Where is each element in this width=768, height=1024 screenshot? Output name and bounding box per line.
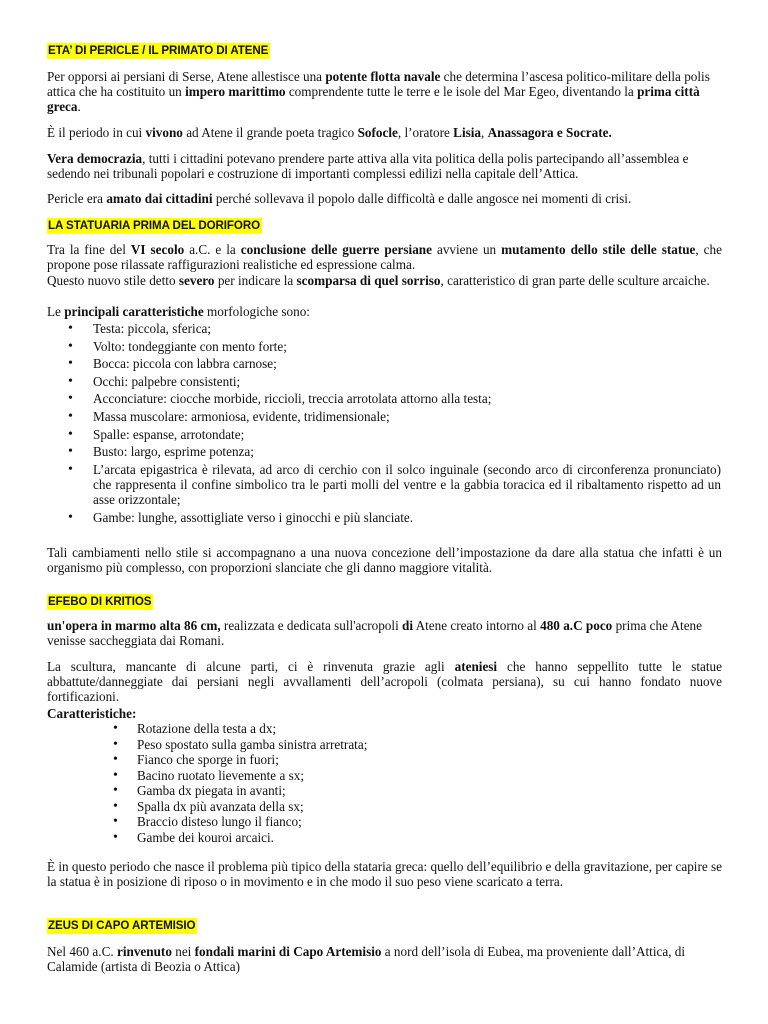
list-item: • Occhi: palpebre consistenti; <box>47 373 727 391</box>
paragraph-kritios-2: La scultura, mancante di alcune parti, ci è rinvenuta grazie agli ateniesi che hanno seppellito tutte le statue abbattute/danneggiate dai persiani negli avvallamenti dell’acropoli (colmata persiana), su cui hanno fondato nuove fortificazioni. <box>47 659 722 704</box>
list-item: • Fianco che sporge in fuori; <box>91 752 491 768</box>
kritios-label: Caratteristiche: <box>47 706 137 721</box>
list-item: • Massa muscolare: armoniosa, evidente, tridimensionale; <box>47 408 727 426</box>
heading-kritios: EFEBO DI KRITIOS <box>48 595 152 608</box>
kritios-characteristics-list <box>91 721 491 845</box>
heading-pericle: ETA’ DI PERICLE / IL PRIMATO DI ATENE <box>48 44 269 57</box>
paragraph-kritios-3: È in questo periodo che nasce il problema più tipico della stataria greca: quello dell’equilibrio e della gravitazione, per capire se la statua è in posizione di riposo o in movimento e in che modo il suo peso viene scaricato a terra. <box>47 859 722 889</box>
heading-zeus: ZEUS DI CAPO ARTEMISIO <box>48 919 196 932</box>
list-item: • Testa: piccola, sferica; <box>47 320 727 338</box>
list-item: • Volto: tondeggiante con mento forte; <box>47 338 727 356</box>
list-item: • Spalle: espanse, arrotondate; <box>47 426 727 444</box>
paragraph-pericle-2: È il periodo in cui vivono ad Atene il grande poeta tragico Sofocle, l’oratore Lisia, Anassagora e Socrate. <box>47 125 612 140</box>
paragraph-pericle-4: Pericle era amato dai cittadini perché sollevava il popolo dalle difficoltà e dalle angosce nei momenti di crisi. <box>47 191 632 206</box>
list-item: • Peso spostato sulla gamba sinistra arretrata; <box>91 737 491 753</box>
paragraph-kritios-1: un'opera in marmo alta 86 cm, realizzata e dedicata sull'acropoli di Atene creato intorno al 480 a.C poco prima che Atene venisse saccheggiata dai Romani. <box>47 618 702 648</box>
list-item: • Gamba dx piegata in avanti; <box>91 783 491 799</box>
list-item: • Braccio disteso lungo il fianco; <box>91 814 491 830</box>
heading-statuaria: LA STATUARIA PRIMA DEL DORIFORO <box>48 219 261 232</box>
list-item: • Bocca: piccola con labbra carnose; <box>47 355 727 373</box>
paragraph-pericle-3: Vera democrazia, tutti i cittadini potevano prendere parte attiva alla vita politica della polis partecipando all’assemblea e sedendo nei tribunali popolari e costruzione di importanti complessi edilizi nella capitale dell’Attica. <box>47 151 689 181</box>
list-item: • Gambe: lunghe, assottigliate verso i ginocchi e più slanciate. <box>47 509 727 527</box>
paragraph-statuaria-1: Tra la fine del VI secolo a.C. e la conclusione delle guerre persiane avviene un mutamento dello stile delle statue, che propone pose rilassate raffigurazioni realistiche ed espressione calma. <box>47 242 722 272</box>
list-item: • Bacino ruotato lievemente a sx; <box>91 768 491 784</box>
list-item: • Busto: largo, esprime potenza; <box>47 443 727 461</box>
paragraph-statuaria-2: Questo nuovo stile detto severo per indicare la scomparsa di quel sorriso, caratteristico di gran parte delle sculture arcaiche. <box>47 273 710 288</box>
paragraph-pericle-1: Per opporsi ai persiani di Serse, Atene allestisce una potente flotta navale che determina l’ascesa politico-militare della polis attica che ha costituito un impero marittimo comprendente tutte le terre e le isole del Mar Egeo, diventando la prima città greca. <box>47 69 710 114</box>
list-item: • L’arcata epigastrica è rilevata, ad arco di cerchio con il solco inguinale (secondo arco di circonferenza pronunciato) che rappresenta il confine simbolico tra le parti molli del ventre e la gabbia toracica ed il ribaltamento rispetto ad un asse orizzontale; <box>47 461 721 509</box>
paragraph-statuaria-3: Le principali caratteristiche morfologiche sono: <box>47 304 310 319</box>
paragraph-statuaria-4: Tali cambiamenti nello stile si accompagnano a una nuova concezione dell’impostazione da dare alla statua che infatti è un organismo più complesso, con proporzioni slanciate che gli danno maggiore vitalità. <box>47 545 722 575</box>
characteristics-list <box>47 320 727 526</box>
paragraph-zeus-1: Nel 460 a.C. rinvenuto nei fondali marini di Capo Artemisio a nord dell’isola di Eubea, ma proveniente dall’Attica, di Calamide (artista di Beozia o Attica) <box>47 944 686 974</box>
list-item: • Acconciature: ciocche morbide, riccioli, treccia arrotolata attorno alla testa; <box>47 390 727 408</box>
list-item: • Gambe dei kouroi arcaici. <box>91 830 491 846</box>
list-item: • Rotazione della testa a dx; <box>91 721 491 737</box>
list-item: • Spalla dx più avanzata della sx; <box>91 799 491 815</box>
